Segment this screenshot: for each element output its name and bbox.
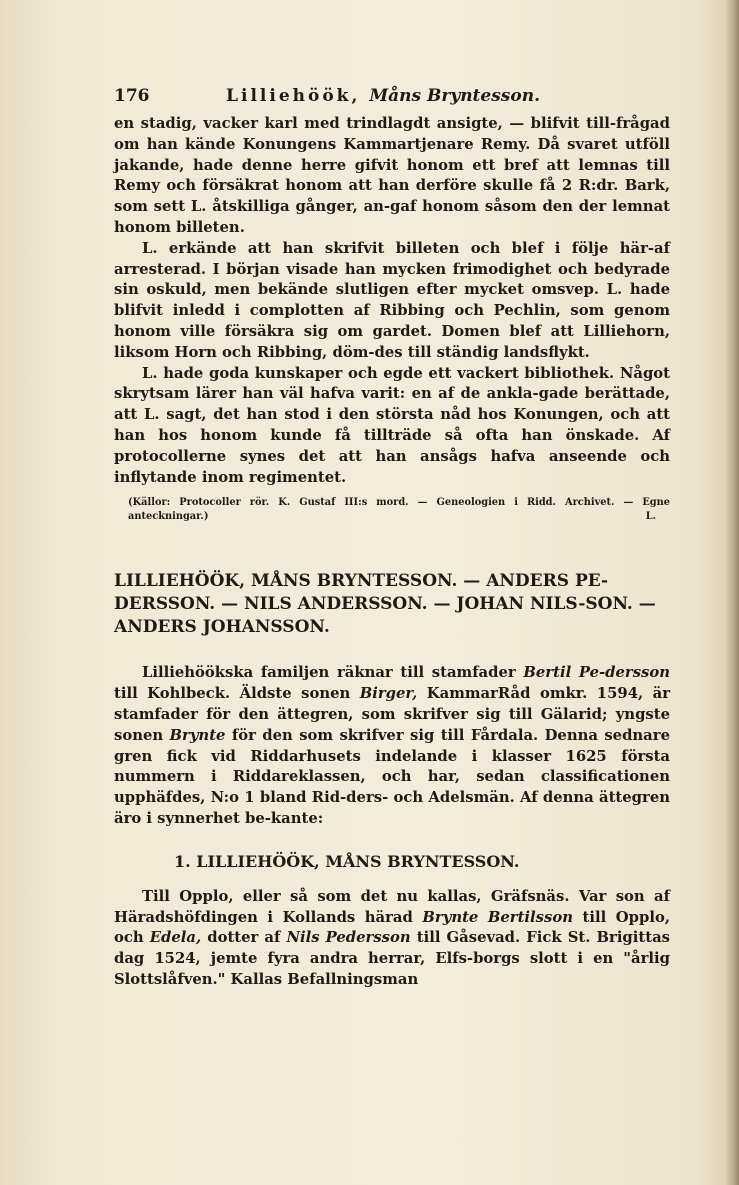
opplo-text-3: dotter af: [201, 929, 287, 947]
running-title-name: Lilliehöök,: [226, 86, 361, 106]
running-title: [226, 86, 540, 106]
family-name-birger: Birger,: [359, 685, 418, 703]
family-name-brynte: Brynte: [169, 726, 226, 744]
subsection-heading: [174, 852, 670, 871]
paragraph-arrest: L. erkände att han skrifvit billeten och blef i följe här-af arresterad. I början visade han mycken frimodighet och bedyrade sin oskuld, men bekände slutligen efter mycket omsvep. L. hade blifvit inledd i complotten af Ribbing och Pechlin, som genom honom ville försäkra sig om gardet. Domen blef att Lilliehorn, liksom Horn och Ribbing, döm-des till ständig landsflykt.: [114, 239, 670, 361]
family-text-4: för den som skrifver sig till Fårdala. Denna sednare gren fick vid Riddarhusets indelande i klasser 1625 första nummern i Riddareklassen, och har, sedan classificationen upphäfdes, N:o 1 bland Rid-ders- och Adelsmän. Af denna ättegren äro i synnerhet be-kante:: [114, 726, 670, 827]
opplo-name-nils: Nils Pedersson: [286, 929, 411, 947]
family-text-1: Lilliehöökska familjen räknar till stamfader: [142, 664, 524, 682]
running-title-italic: Måns Bryntesson.: [369, 86, 540, 106]
subsection-title: LILLIEHÖÖK, MÅNS BRYNTESSON.: [196, 851, 520, 871]
opplo-text-4: till Gåsevad. Fick St. Brigittas dag 1524, jemte fyra andra herrar, Elfs-borgs slott i en "årlig Slottslåfven." Kallas Befallningsman: [114, 929, 670, 988]
opplo-text-2: till Opplo, och: [114, 908, 670, 947]
author-signature: L.: [645, 511, 656, 523]
page-content: [114, 86, 670, 991]
opplo-text-1: Till Opplo, eller så som det nu kallas, Gräfsnäs. Var son af Häradshöfdingen i Kollands härad: [114, 887, 670, 926]
family-text-3: KammarRåd omkr. 1594, är stamfader för den ättegren, som skrifver sig till Gälarid; yngste sonen: [114, 685, 671, 744]
paragraph-family: [114, 663, 670, 829]
paragraph-opplo: [114, 887, 670, 991]
running-header: [114, 86, 670, 114]
paragraph-library: L. hade goda kunskaper och egde ett vackert bibliothek. Något skrytsam lärer han väl hafva varit: en af de ankla-gade berättade, att L. sagt, det han stod i den största nåd hos Konungen, och att han hos honom kunde få tillträde så ofta han önskade. Af protocollerne synes det att han ansågs hafva anseende och inflytande inom regimentet.: [114, 364, 670, 486]
family-name-bertil: Bertil Pe-dersson: [523, 664, 670, 682]
opplo-name-edela: Edela,: [149, 929, 202, 947]
page-edge-shadow: [725, 0, 739, 1185]
subsection-number: 1.: [174, 851, 191, 871]
page-number: 176: [114, 86, 150, 106]
paragraph-continuation: en stadig, vacker karl med trindlagdt ansigte, — blifvit till-frågad om han kände Konungens Kammartjenare Remy. Då svaret utföll jakande, hade denne herre gifvit honom ett bref att lemnas till Remy och försäkrat honom att han derföre skulle få 2 R:dr. Bark, som sett L. åtskilliga gånger, an-gaf honom såsom den der lemnat honom billeten.: [114, 115, 670, 236]
section-title: LILLIEHÖÖK, MÅNS BRYNTESSON. — ANDERS PE-DERSSON. — NILS ANDERSSON. — JOHAN NILS-SON. — ANDERS JOHANSSON.: [114, 571, 656, 638]
sources-note: [114, 496, 670, 524]
family-text-2: till Kohlbeck. Äldste sonen: [114, 685, 360, 703]
opplo-name-brynte: Brynte Bertilsson: [422, 908, 573, 926]
sources-text: (Källor: Protocoller rör. K. Gustaf III:s mord. — Geneologien i Ridd. Archivet. — Egne anteckningar.): [128, 497, 670, 523]
